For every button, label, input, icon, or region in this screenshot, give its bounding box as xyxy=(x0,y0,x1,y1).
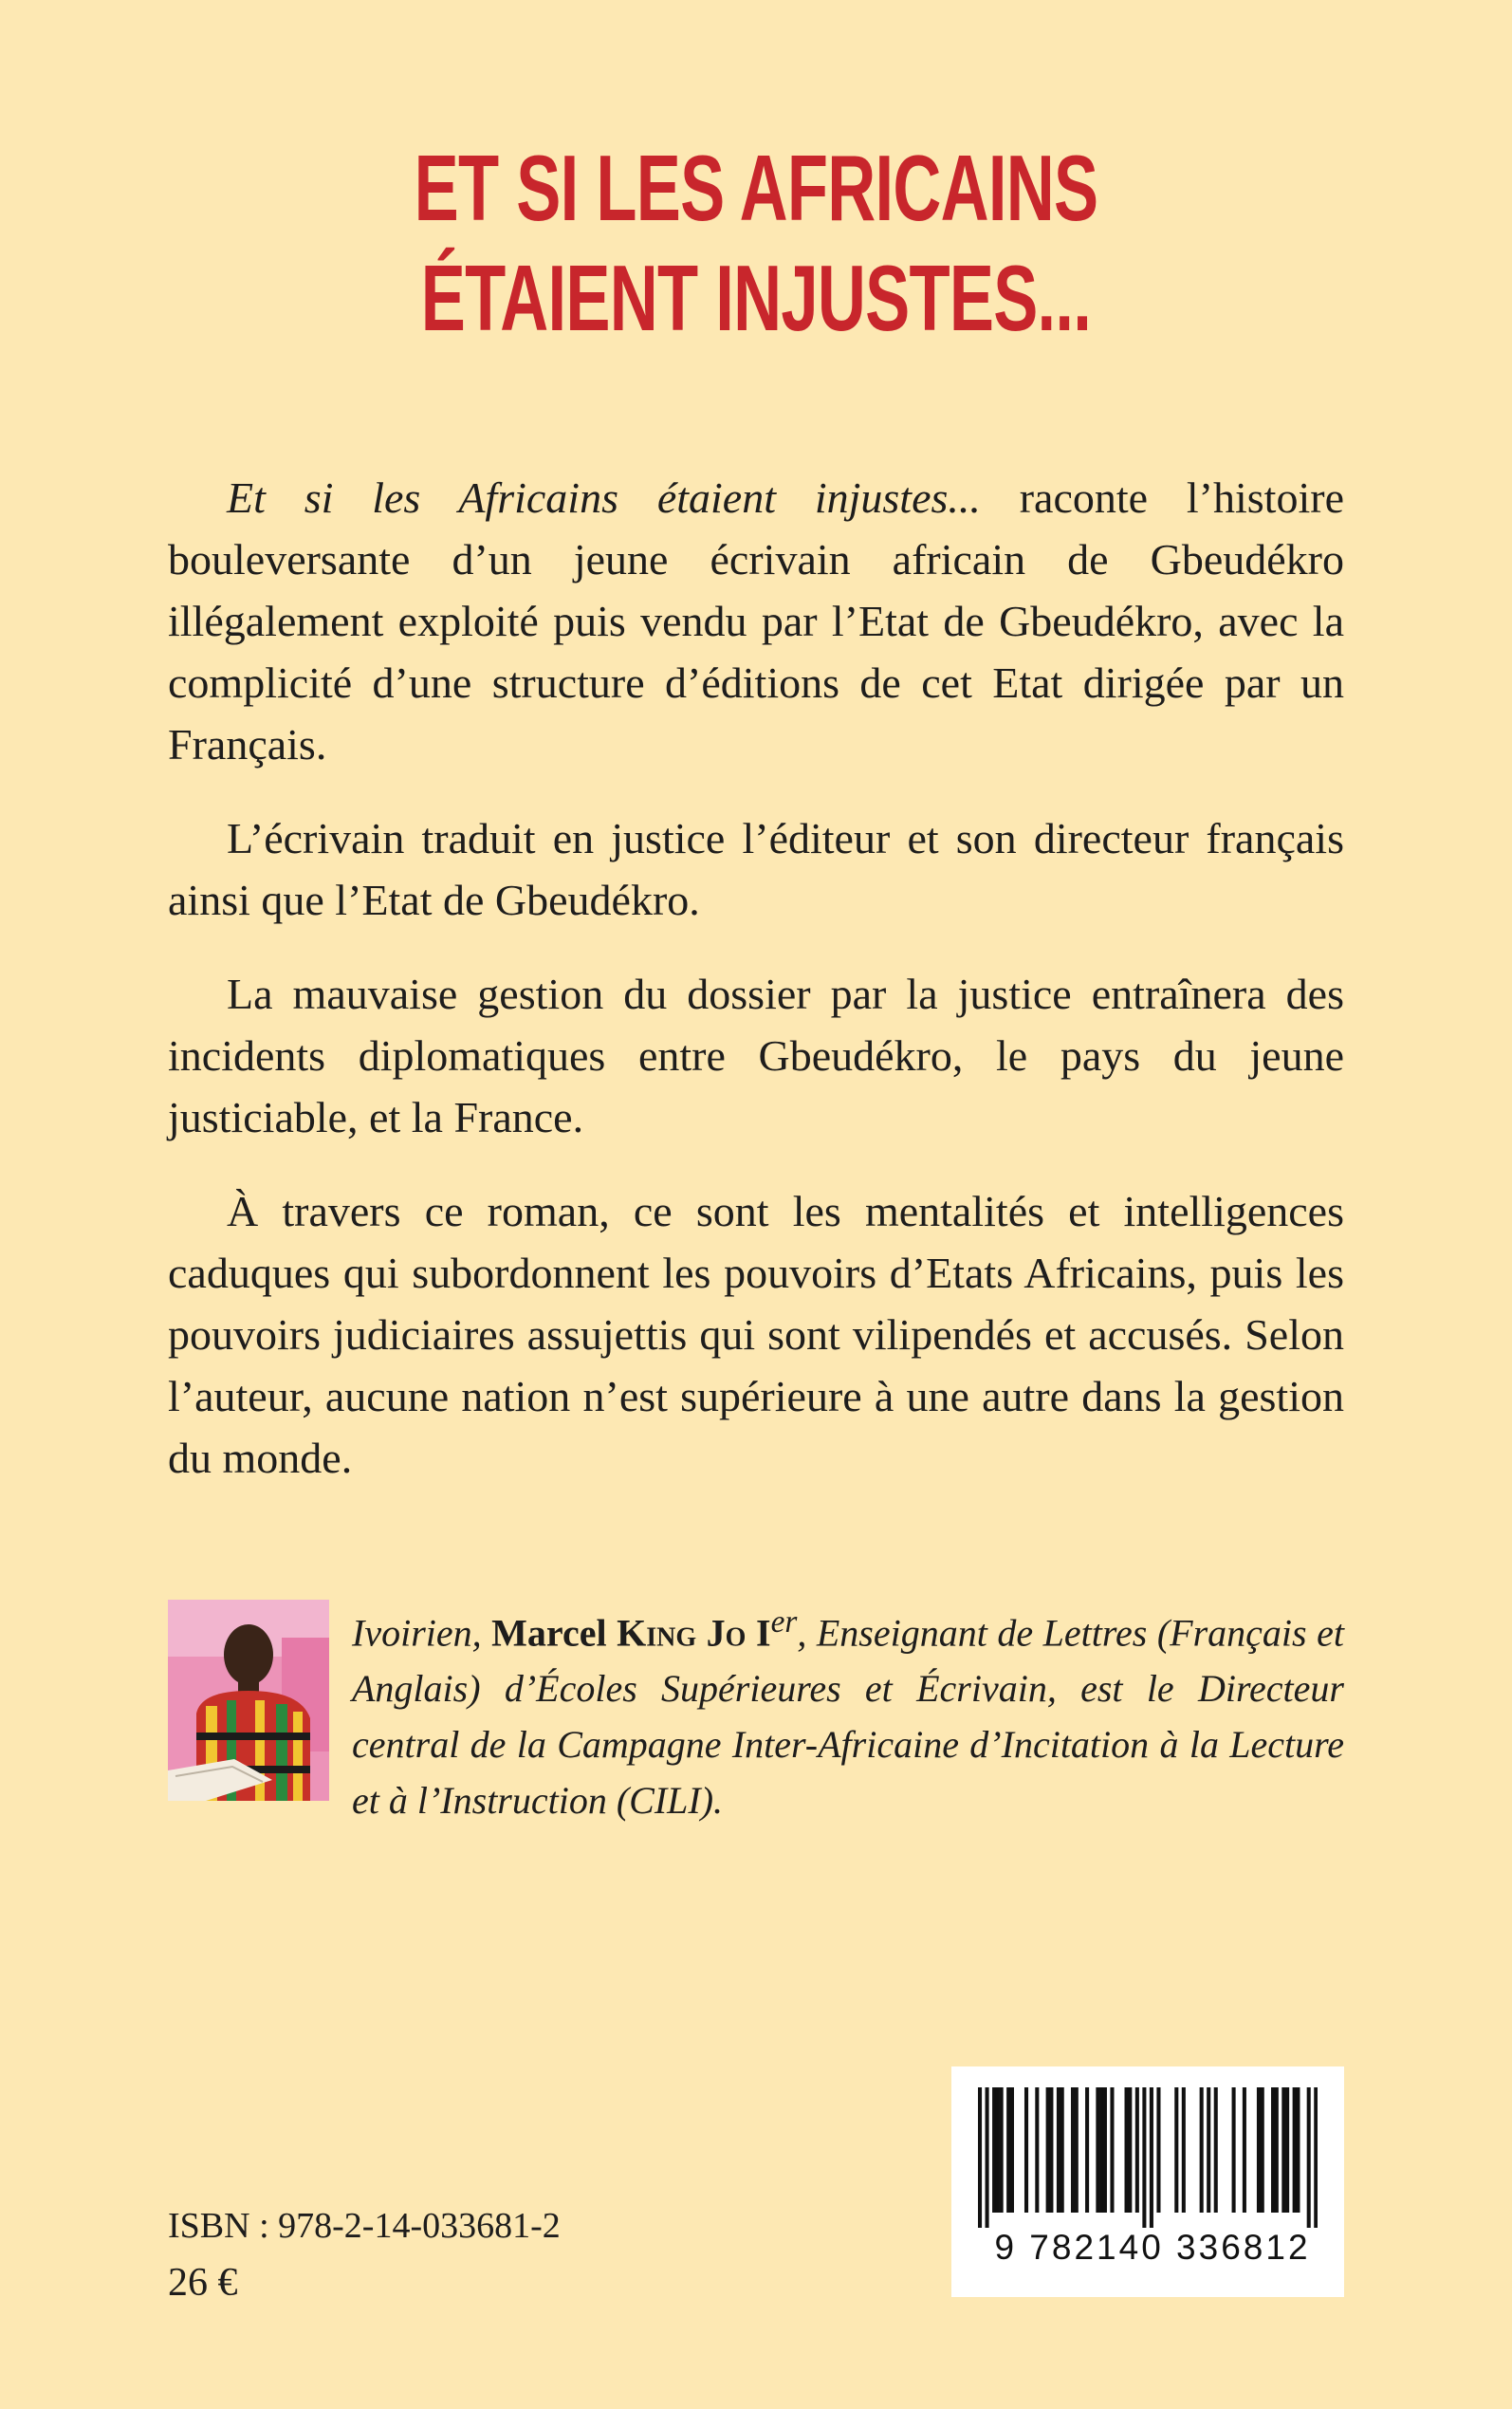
title-line-2: ÉTAIENT INJUSTES... xyxy=(420,246,1092,350)
barcode-bar xyxy=(1010,2087,1014,2213)
author-bio: Ivoirien, Marcel King Jo Ier, Enseignant de Lettres (Français et Anglais) d’Écoles Supérieures et Écrivain, est le Directeur central de la Campagne Inter-Africaine d’Incitation à la Lecture et à l’Instruction (CILI). xyxy=(352,1604,1345,1823)
price: 26 € xyxy=(168,2261,238,2305)
barcode-bar xyxy=(1271,2087,1275,2213)
barcode-bar xyxy=(1243,2087,1246,2213)
barcode-bar xyxy=(1214,2087,1218,2213)
barcode-bar xyxy=(1110,2087,1114,2213)
author-photo xyxy=(168,1600,329,1801)
barcode-bar xyxy=(1060,2087,1064,2213)
barcode-bar xyxy=(1103,2087,1107,2213)
barcode-bar xyxy=(1150,2087,1153,2228)
barcode-bar xyxy=(1035,2087,1039,2213)
barcode-bar xyxy=(1057,2087,1060,2213)
barcode-bar xyxy=(1207,2087,1210,2213)
barcode-bar xyxy=(1261,2087,1264,2213)
barcode-bar xyxy=(1024,2087,1028,2213)
book-title xyxy=(212,133,1300,353)
author-last-name: King Jo I xyxy=(617,1611,771,1655)
barcode xyxy=(951,2066,1344,2297)
barcode-bar xyxy=(996,2087,1000,2213)
author-suffix: er xyxy=(770,1604,798,1640)
barcode-bar xyxy=(1125,2087,1129,2213)
barcode-digits: 9 782140 336812 xyxy=(994,2228,1311,2267)
barcode-bar xyxy=(1135,2087,1139,2213)
summary-paragraph-4: À travers ce roman, ce sont les mentalités et intelligences caduques qui subordonnent les pouvoirs d’Etats Africains, puis les pouvoirs judiciaires assujettis qui sont vilipendés et accusés. Selon l’auteur, aucune nation n’est supérieure à une autre dans la gestion du monde. xyxy=(168,1187,1344,1482)
barcode-bar xyxy=(1099,2087,1103,2213)
barcode-bar xyxy=(1232,2087,1236,2213)
barcode-bar xyxy=(1000,2087,1004,2213)
barcode-bar xyxy=(1296,2087,1300,2213)
book-title-italic: Et si les Africains étaient injustes... xyxy=(227,473,981,522)
barcode-bar xyxy=(1085,2087,1089,2213)
summary xyxy=(168,467,1344,1521)
barcode-bar xyxy=(978,2087,982,2228)
barcode-bar xyxy=(1156,2087,1160,2213)
barcode-bar xyxy=(1128,2087,1132,2213)
author-first-name: Marcel xyxy=(491,1611,607,1655)
isbn: ISBN : 978-2-14-033681-2 xyxy=(168,2206,561,2246)
barcode-bar xyxy=(1142,2087,1146,2228)
barcode-bar xyxy=(986,2087,989,2228)
barcode-bar xyxy=(1257,2087,1261,2213)
barcode-bar xyxy=(1275,2087,1279,2213)
barcode-bar xyxy=(1174,2087,1178,2213)
barcode-bar xyxy=(1307,2087,1311,2228)
barcode-bar xyxy=(1046,2087,1050,2213)
barcode-bar xyxy=(1075,2087,1079,2213)
barcode-bar xyxy=(992,2087,996,2213)
barcode-bar xyxy=(1200,2087,1204,2213)
barcode-bar xyxy=(1096,2087,1099,2213)
title-line-1: ET SI LES AFRICAINS xyxy=(414,136,1098,240)
barcode-bar xyxy=(1182,2087,1186,2213)
barcode-bar xyxy=(1049,2087,1053,2213)
barcode-bar xyxy=(1293,2087,1297,2213)
barcode-bars xyxy=(978,2087,1318,2228)
barcode-bar xyxy=(1006,2087,1010,2213)
barcode-bar xyxy=(1285,2087,1289,2213)
summary-paragraph-1: Et si les Africains étaient injustes... raconte l’histoire bouleversante d’un jeune écrivain africain de Gbeudékro illégalement exploité puis vendu par l’Etat de Gbeudékro, avec la complicité d’une structure d’éditions de cet Etat dirigée par un Français. xyxy=(168,473,1344,769)
summary-paragraph-3: La mauvaise gestion du dossier par la justice entraînera des incidents diplomatiques entre Gbeudékro, le pays du jeune justiciable, et la France. xyxy=(168,970,1344,1141)
summary-paragraph-2: L’écrivain traduit en justice l’éditeur et son directeur français ainsi que l’Etat de Gbeudékro. xyxy=(168,814,1344,924)
barcode-bar xyxy=(1071,2087,1075,2213)
barcode-bar xyxy=(1282,2087,1285,2213)
barcode-bar xyxy=(1314,2087,1318,2228)
